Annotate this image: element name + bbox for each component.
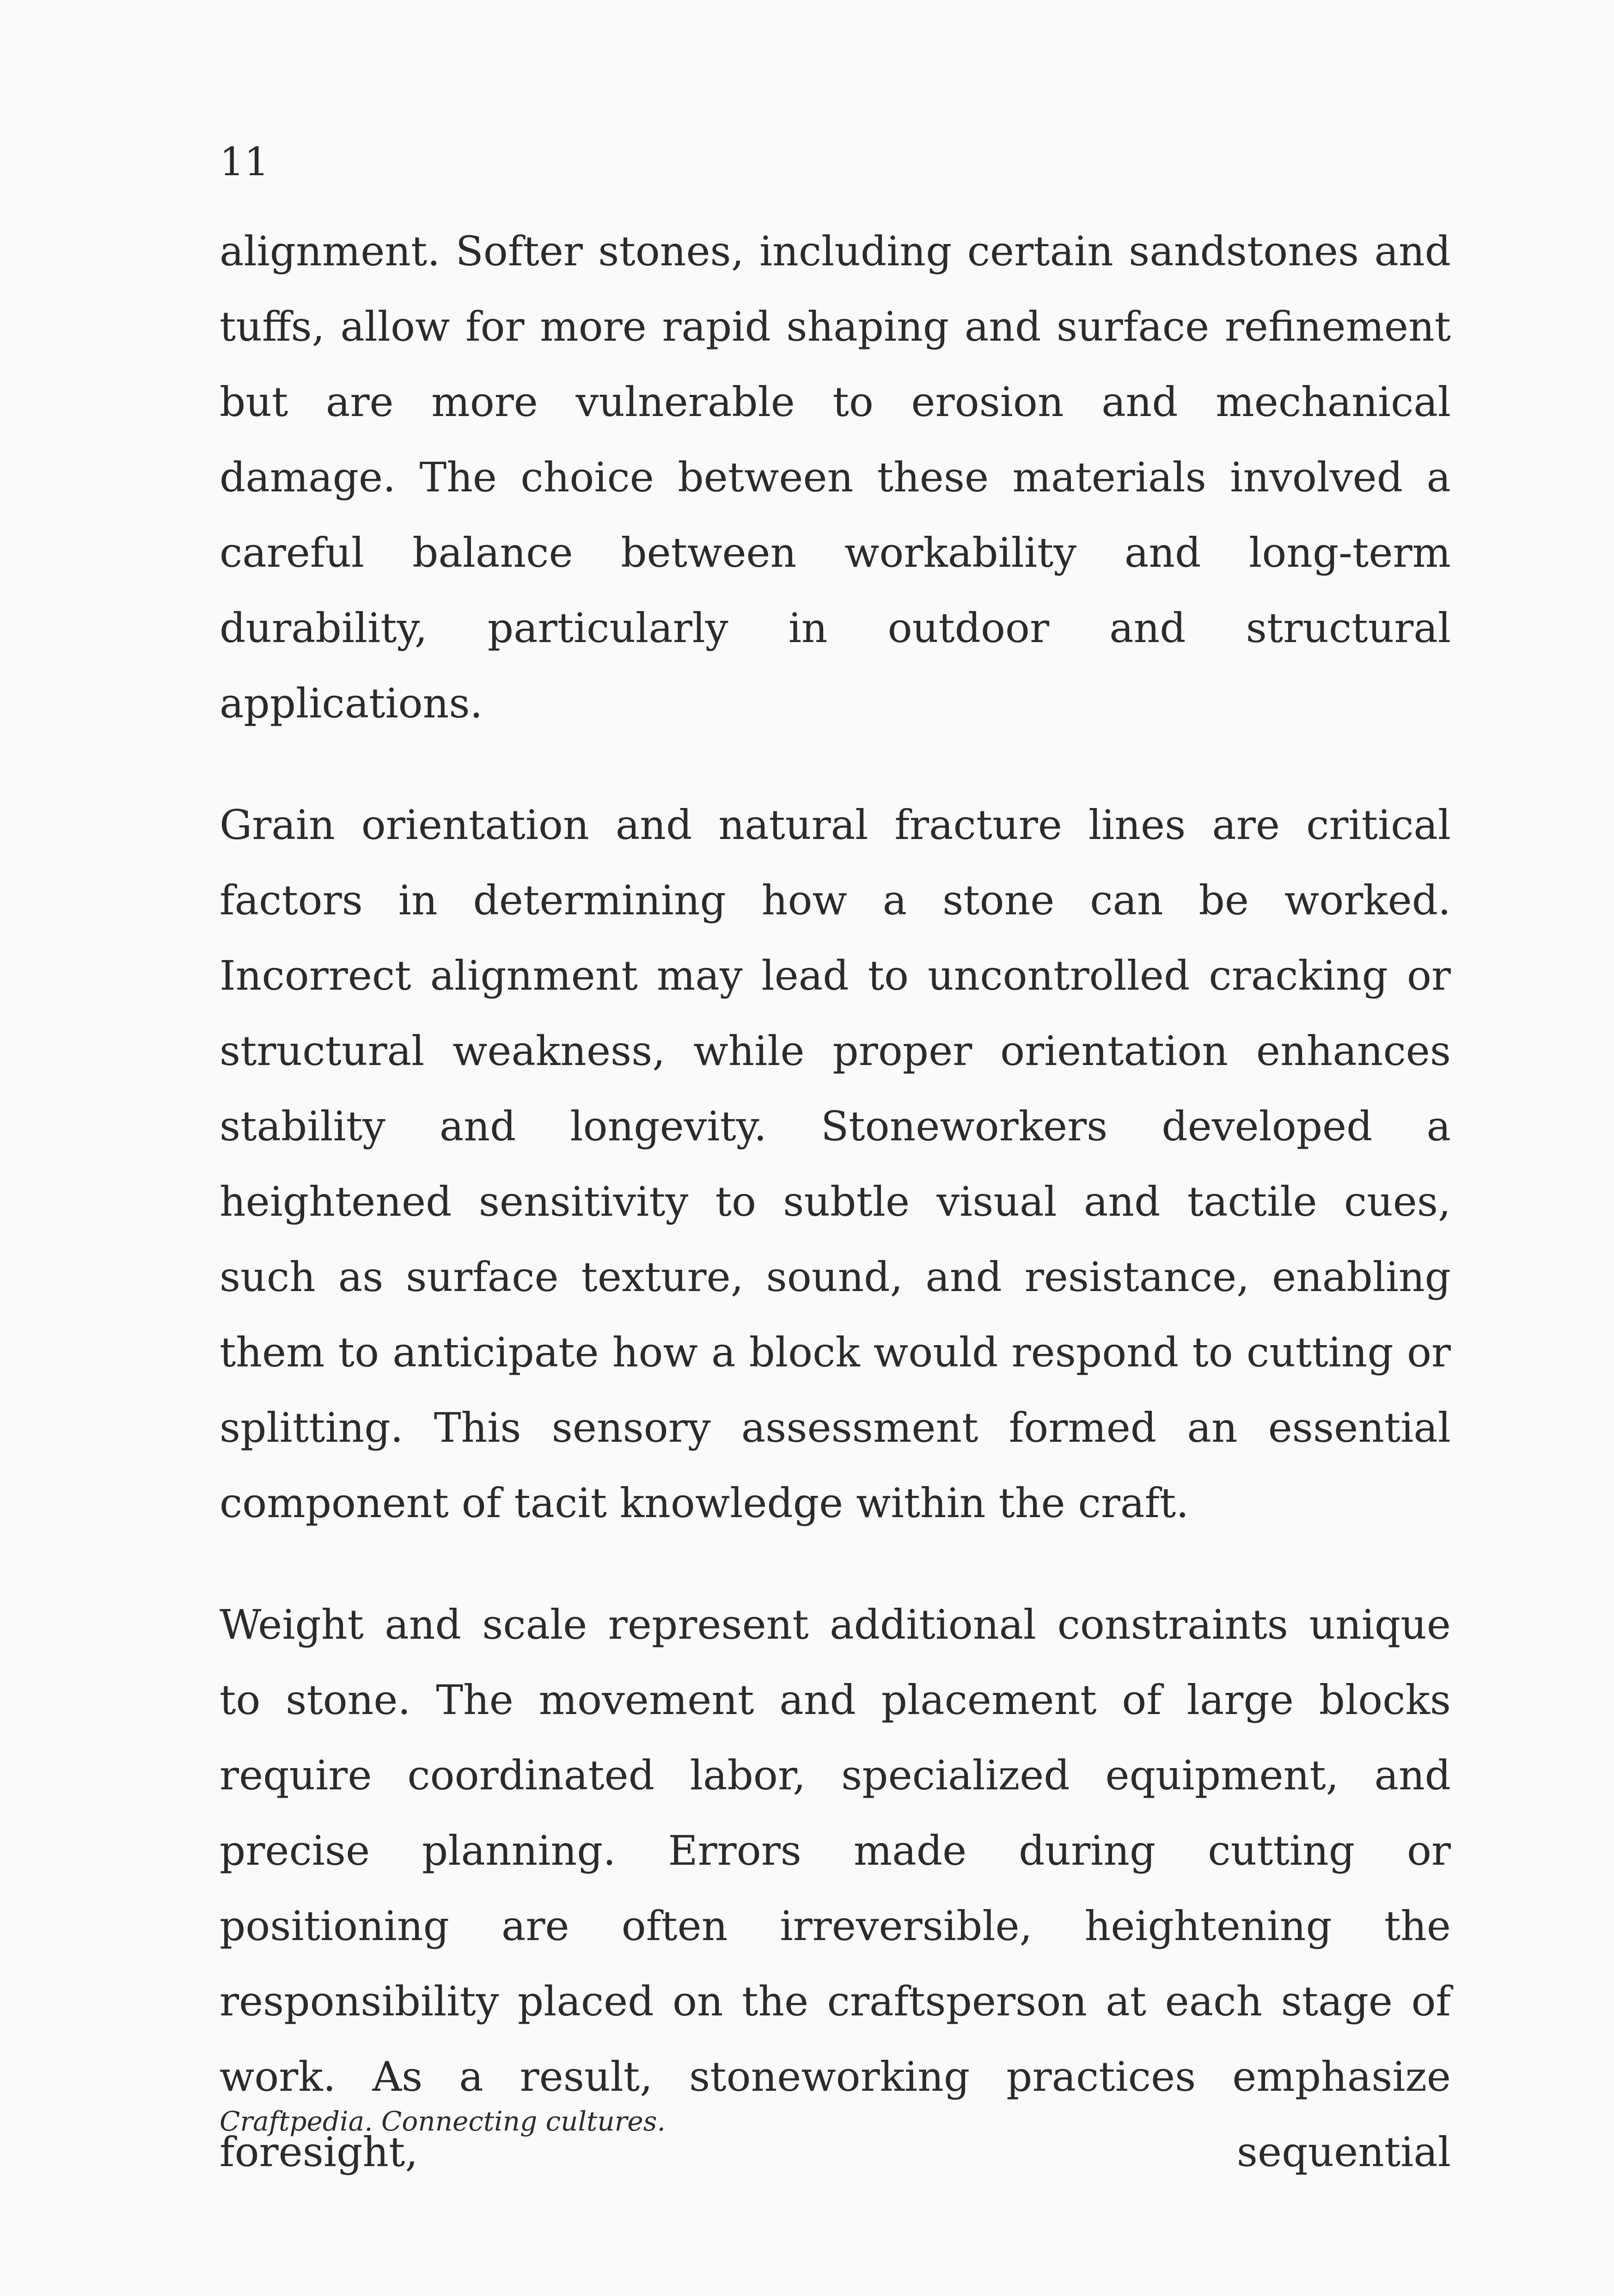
body-text xyxy=(220,214,1451,2190)
footer-tagline: Craftpedia. Connecting cultures. xyxy=(220,2106,666,2137)
paragraph: Grain orientation and natural fracture lines are critical factors in determining how a stone can be worked. Incorrect alignment may lead to uncontrolled cracking or structural weakness, while proper orientation enhances stability and longevity. Stoneworkers developed a heightened sensitivity to subtle visual and tactile cues, such as surface texture, sound, and resistance, enabling them to anticipate how a block would respond to cutting or splitting. This sensory assessment formed an essential component of tacit knowledge within the craft. xyxy=(220,801,1451,1527)
paragraph: alignment. Softer stones, including certain sandstones and tuffs, allow for more rapid shaping and surface refinement but are more vulnerable to erosion and mechanical damage. The choice between these materials involved a careful balance between workability and long-term durability, particularly in outdoor and structural applications. xyxy=(220,227,1451,727)
paragraph: Weight and scale represent additional constraints unique to stone. The movement and placement of large blocks require coordinated labor, specialized equipment, and precise planning. Errors made during cutting or positioning are often irreversible, heightening the responsibility placed on the craftsperson at each stage of work. As a result, stoneworking practices emphasize foresight, sequential xyxy=(220,1601,1451,2176)
page-number: 11 xyxy=(220,139,269,184)
